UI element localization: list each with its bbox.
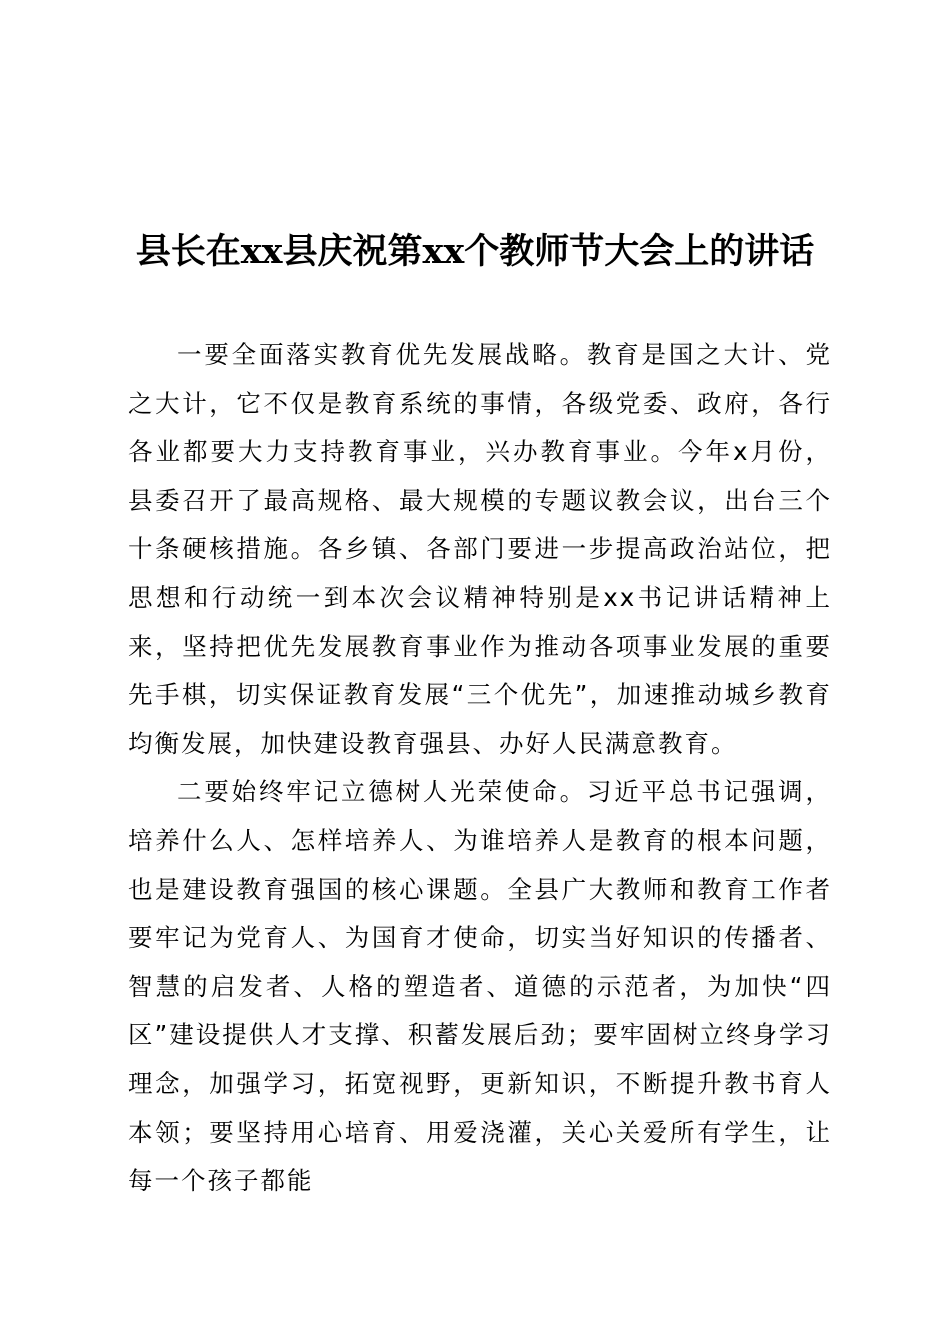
document-title: 县长在xx县庆祝第xx个教师节大会上的讲话 — [135, 231, 815, 272]
document-body — [128, 331, 832, 1206]
paragraph-2: 二要始终牢记立德树人光荣使命。习近平总书记强调，培养什么人、怎样培养人、为谁培养人是教育的根本问题，也是建设教育强国的核心课题。全县广大教师和教育工作者要牢记为党育人、为国育才使命，切实当好知识的传播者、智慧的启发者、人格的塑造者、道德的示范者，为加快“四区”建设提供人才支撑、积蓄发展后劲；要牢固树立终身学习理念，加强学习，拓宽视野，更新知识，不断提升教书育人本领；要坚持用心培育、用爱浇灌，关心关爱所有学生，让每一个孩子都能 — [128, 777, 832, 1196]
paragraph-1: 一要全面落实教育优先发展战略。教育是国之大计、党之大计，它不仅是教育系统的事情，各级党委、政府，各行各业都要大力支持教育事业，兴办教育事业。今年x月份，县委召开了最高规格、最大规模的专题议教会议，出台三个十条硬核措施。各乡镇、各部门要进一步提高政治站位，把思想和行动统一到本次会议精神特别是xx书记讲话精神上来，坚持把优先发展教育事业作为推动各项事业发展的重要先手棋，切实保证教育发展“三个优先”，加速推动城乡教育均衡发展，加快建设教育强县、办好人民满意教育。 — [128, 340, 832, 758]
